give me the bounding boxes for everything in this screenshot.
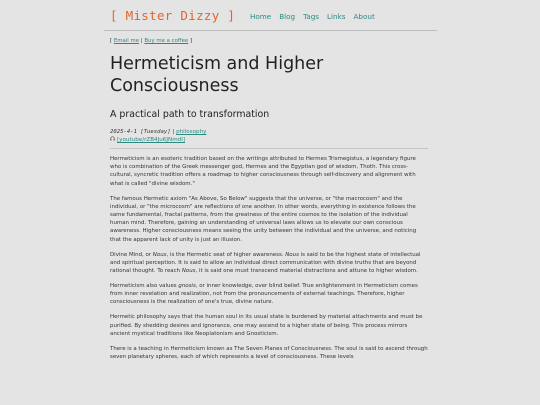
body-paragraph bbox=[110, 155, 428, 188]
tag-link[interactable]: philosophy bbox=[176, 129, 207, 135]
emphasis-text: Nous bbox=[152, 251, 167, 258]
body-paragraph bbox=[110, 313, 428, 338]
email-link[interactable]: Email me bbox=[113, 38, 140, 44]
separator: | bbox=[139, 38, 145, 44]
paragraph-text: Hermeticism is an esoteric tradition based on the writings attributed to Hermes Trismegistus, a legendary figure who is combination of the Greek messenger god, Hermes and the Egyptian god of wisdom, Thoth. This cross-cultural, syncretic tradition offers a roadmap to higher consciousness through self-discovery and alignment with what is called "divine wisdom." bbox=[110, 156, 416, 187]
post-title: Hermeticism and Higher Consciousness bbox=[110, 54, 324, 96]
paragraph-text: , it is said one must transcend material distractions and attune to higher wisdom. bbox=[195, 268, 418, 275]
paragraph-text: is said to be the highest state of intellectual and spiritual perception. It is said to allow an individual direct communication with divine truths that are beyond rational thought. To reach bbox=[110, 251, 421, 275]
emphasis-text: Nous bbox=[181, 268, 196, 275]
body-paragraph bbox=[110, 251, 428, 276]
coffee-link[interactable]: Buy me a coffee bbox=[144, 38, 189, 44]
header-divider bbox=[104, 30, 437, 31]
meta-separator: | bbox=[170, 129, 177, 135]
meta-divider bbox=[110, 148, 428, 149]
main-nav bbox=[250, 12, 375, 21]
nav-links[interactable]: Links bbox=[327, 12, 346, 21]
paragraph-text: , or inner knowledge, over blind belief. True enlightenment in Hermeticism comes from inner revelation and realization, not from the pronouncements of external teachings. Therefore, higher consciousness is the realization of one's true, divine nature. bbox=[110, 283, 418, 306]
paragraph-text: There is a teaching in Hermeticism known as The Seven Planes of Consciousness. The soul is said to ascend through seven planetary spheres, each of which represents a level of consciousness. These levels bbox=[110, 345, 428, 361]
post-body bbox=[110, 155, 428, 361]
headphones-icon bbox=[110, 136, 115, 144]
nav-tags[interactable]: Tags bbox=[303, 12, 320, 21]
paragraph-text: The famous Hermetic axiom "As Above, So Below" suggests that the universe, or "the macrocosm" and the individual, or "the microcosm" are reflections of one another. In other words, everything in existence follows the same fundamental, fractal patterns, from the greatness of the entire cosmos to the isolation of the individual human mind. Therefore, gaining an understanding of universal laws allows us to elevate our own conscious awareness. Higher consciousness means seeing the unity between the individual and the universe, and noticing that the apparent lack of unity is just an illusion. bbox=[110, 195, 417, 243]
youtube-link[interactable]: [youtube/rZB4Ju6JNmdI] bbox=[117, 137, 186, 143]
emphasis-text: gnosis bbox=[178, 283, 196, 290]
paragraph-text: , is the Hermetic seat of higher awareness. bbox=[166, 251, 286, 258]
bracket-close: ] bbox=[188, 38, 193, 44]
paragraph-text: Hermeticism also values bbox=[110, 283, 179, 290]
nav-blog[interactable]: Blog bbox=[279, 12, 296, 21]
paragraph-text: Hermetic philosophy says that the human soul in its usual state is burdened by material attachments and must be purified. By shedding desires and ignorance, one may ascend to a higher state of being. This process mirrors ancient mystical traditions like Neoplatonism and Gnosticism. bbox=[110, 314, 423, 337]
body-paragraph bbox=[110, 195, 428, 244]
nav-about[interactable]: About bbox=[353, 12, 375, 21]
post-date: 2025-4-1 [Tuesday] bbox=[110, 129, 171, 135]
post-meta bbox=[110, 128, 428, 144]
post-content bbox=[110, 38, 428, 361]
bracket-open: [ bbox=[110, 38, 114, 44]
paragraph-text: Divine Mind, or bbox=[110, 251, 153, 258]
body-paragraph bbox=[110, 282, 428, 307]
nav-home[interactable]: Home bbox=[250, 12, 272, 21]
body-paragraph bbox=[110, 345, 428, 361]
contact-links bbox=[110, 38, 428, 44]
site-logo[interactable]: [ Mister Dizzy ] bbox=[110, 8, 236, 23]
post-subtitle: A practical path to transformation bbox=[110, 109, 270, 120]
site-header bbox=[0, 0, 540, 32]
emphasis-text: Nous bbox=[285, 251, 299, 258]
